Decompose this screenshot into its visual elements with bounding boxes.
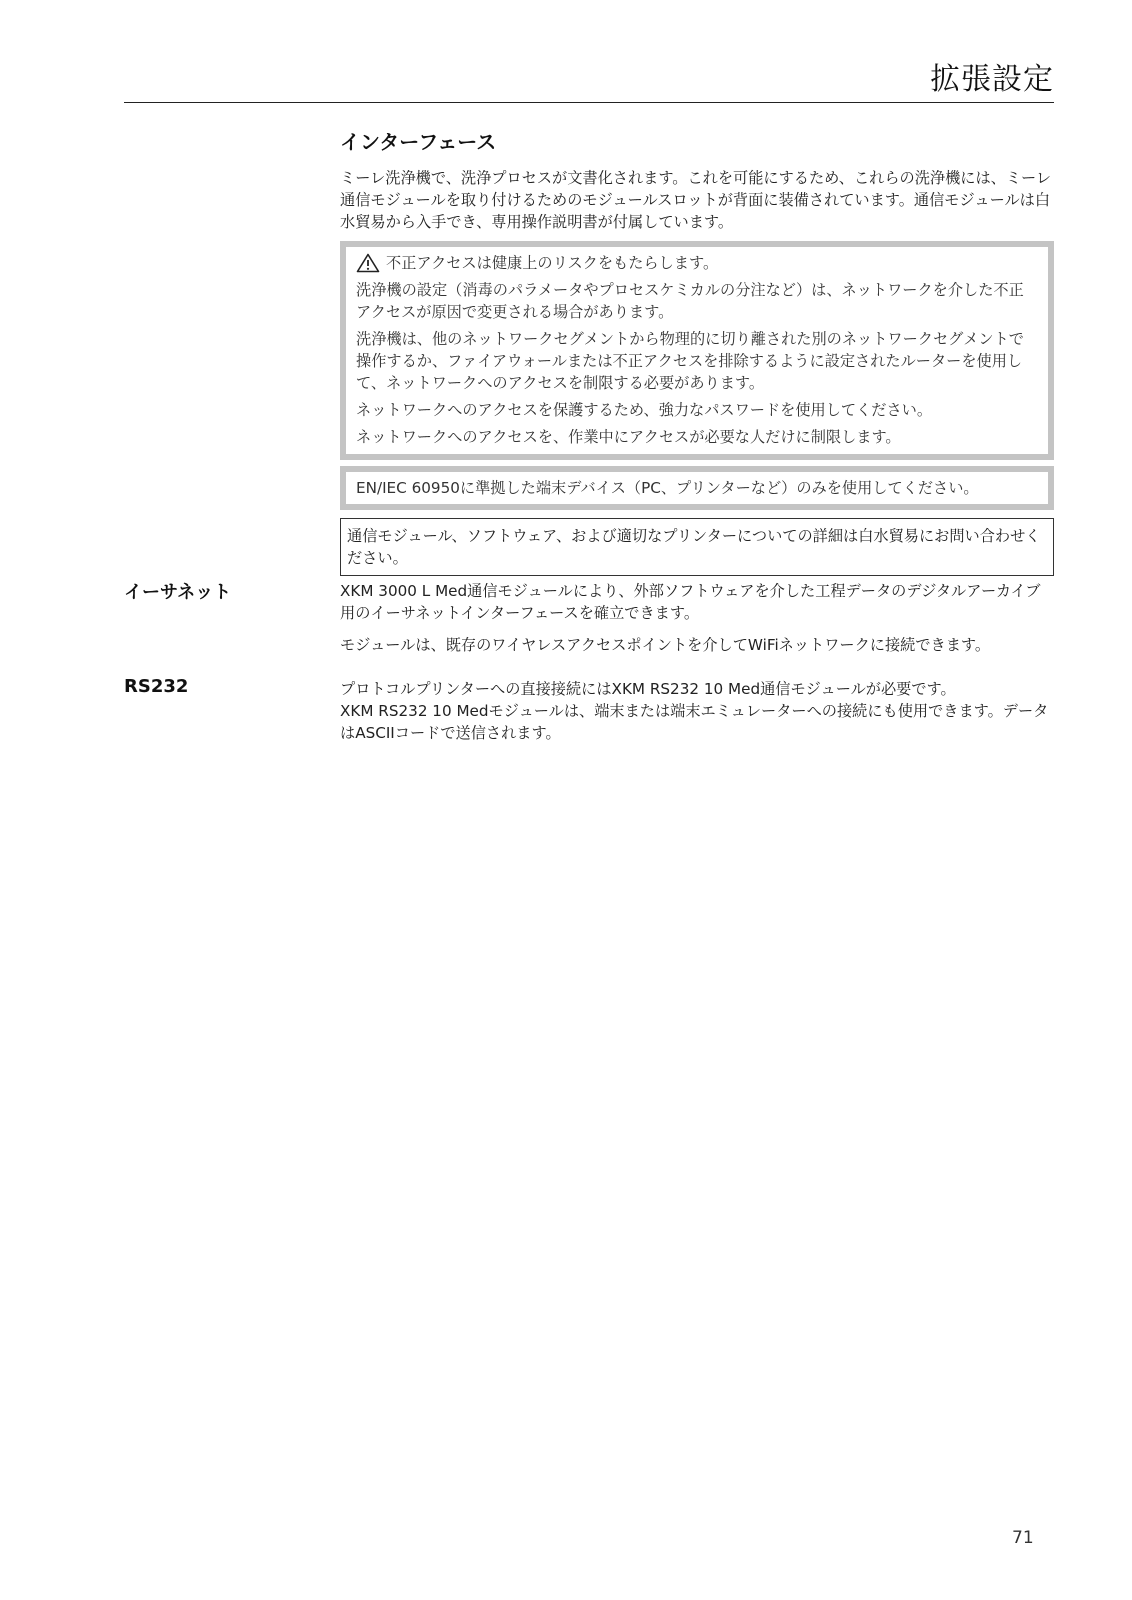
page-title: 拡張設定 [930,62,1054,97]
warning-line: 洗浄機の設定（消毒のパラメータやプロセスケミカルの分注など）は、ネットワークを介した不正アクセスが原因で変更される場合があります。 [356,281,1024,321]
warning-heading-row [356,252,1036,274]
ethernet-para-1: XKM 3000 L Med通信モジュールにより、外部ソフトウェアを介した工程データのデジタルアーカイブ用のイーサネットインターフェースを確立できます。 [340,582,1041,622]
section-label-ethernet: イーサネット [124,582,232,603]
rs232-para-1: プロトコルプリンターへの直接接続にはXKM RS232 10 Med通信モジュールが必要です。 [340,680,956,698]
section-label-rs232: RS232 [124,676,189,697]
page-number: 71 [1012,1528,1034,1548]
warning-box [340,241,1054,460]
warning-line: 洗浄機は、他のネットワークセグメントから物理的に切り離された別のネットワークセグメントで操作するか、ファイアウォールまたは不正アクセスを排除するように設定されたルーターを使用して、ネットワークへのアクセスを制限する必要があります。 [356,330,1024,392]
rs232-para-2: XKM RS232 10 Medモジュールは、端末または端末エミュレーターへの接続にも使用できます。データはASCIIコードで送信されます。 [340,702,1049,742]
warning-line: ネットワークへのアクセスを、作業中にアクセスが必要な人だけに制限します。 [356,428,901,446]
page-header [124,58,1054,103]
warning-heading: 不正アクセスは健康上のリスクをもたらします。 [386,254,719,272]
warning-triangle-icon [356,253,380,273]
ethernet-para-2: モジュールは、既存のワイヤレスアクセスポイントを介してWiFiネットワークに接続できます。 [340,636,991,654]
interface-intro: ミーレ洗浄機で、洗浄プロセスが文書化されます。これを可能にするため、これらの洗浄機には、ミーレ通信モジュールを取り付けるためのモジュールスロットが背面に装備されています。通信モジュールは白水貿易から入手でき、専用操作説明書が付属しています。 [340,169,1052,231]
note-en-iec: EN/IEC 60950に準拠した端末デバイス（PC、プリンターなど）のみを使用してください。 [340,466,1054,510]
note-contact: 通信モジュール、ソフトウェア、および適切なプリンターについての詳細は白水貿易にお問い合わせください。 [340,518,1054,576]
ethernet-section [340,580,1054,656]
rs232-section [340,678,1054,744]
interface-section [340,126,1054,576]
section-title-interface: インターフェース [340,130,497,154]
warning-line: ネットワークへのアクセスを保護するため、強力なパスワードを使用してください。 [356,401,933,419]
